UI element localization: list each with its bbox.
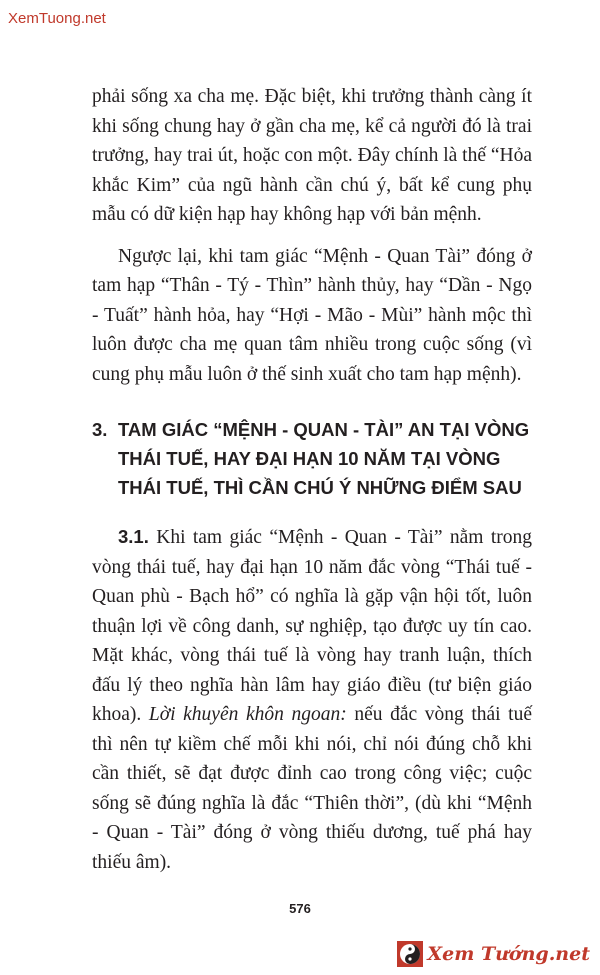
subsection-paragraph [92, 522, 532, 877]
site-watermark-text: XemTuong.net [8, 10, 106, 27]
page-number: 576 [289, 901, 311, 916]
paragraph-1: phải sống xa cha mẹ. Đặc biệt, khi trưởng thành càng ít khi sống chung hay ở gần cha mẹ, kể cả người đó là trai trưởng, hay trai út, hoặc con một. Đây chính là thế “Hỏa khắc Kim” của ngũ hành cần chú ý, bất kể cung phụ mẫu có dữ kiện hạp hay không hạp với bản mệnh. [92, 86, 532, 225]
site-logo [397, 941, 590, 967]
yin-yang-icon [397, 941, 423, 967]
subsection-text-part-2: nếu đắc vòng thái tuế thì nên tự kiềm chế mỗi khi nói, chỉ nói đúng chỗ khi cần thiết, sẽ đạt được đỉnh cao trong công việc; cuộc sống sẽ đúng nghĩa là đắc “Thiên thời”, (dù khi “Mệnh - Quan - Tài” đóng ở vòng thiếu dương, tuế phá hay thiếu âm). [92, 704, 532, 873]
subsection-number: 3.1. [118, 526, 149, 547]
subsection-text-part-1: Khi tam giác “Mệnh - Quan - Tài” nằm trong vòng thái tuế, hay đại hạn 10 năm đắc vòng “Thái tuế - Quan phù - Bạch hổ” có nghĩa là gặp vận hội tốt, luôn thuận lợi về công danh, sự nghiệp, tạo được uy tín cao. Mặt khác, vòng thái tuế là vòng hay tranh luận, thích đấu lý theo nghĩa hàn lâm hay giáo điều (tư biện giáo khoa). [92, 527, 532, 725]
section-title: TAM GIÁC “MỆNH - QUAN - TÀI” AN TẠI VÒNG THÁI TUẾ, HAY ĐẠI HẠN 10 NĂM TẠI VÒNG THÁI TUẾ, THÌ CẦN CHÚ Ý NHỮNG ĐIỂM SAU [118, 419, 530, 498]
page-content [92, 82, 532, 877]
paragraph-2: Ngược lại, khi tam giác “Mệnh - Quan Tài” đóng ở tam hạp “Thân - Tý - Thìn” hành thủy, hay “Dần - Ngọ - Tuất” hành hỏa, hay “Hợi - Mão - Mùi” hành mộc thì luôn được cha mẹ quan tâm nhiều trong cuộc sống (vì cung phụ mẫu luôn ở thế sinh xuất cho tam hạp mệnh). [92, 245, 532, 385]
advice-label: Lời khuyên khôn ngoan: [148, 704, 347, 725]
section-heading [92, 415, 532, 502]
section-number: 3. [92, 419, 108, 440]
logo-text: Xem Tướng.net [427, 943, 590, 965]
